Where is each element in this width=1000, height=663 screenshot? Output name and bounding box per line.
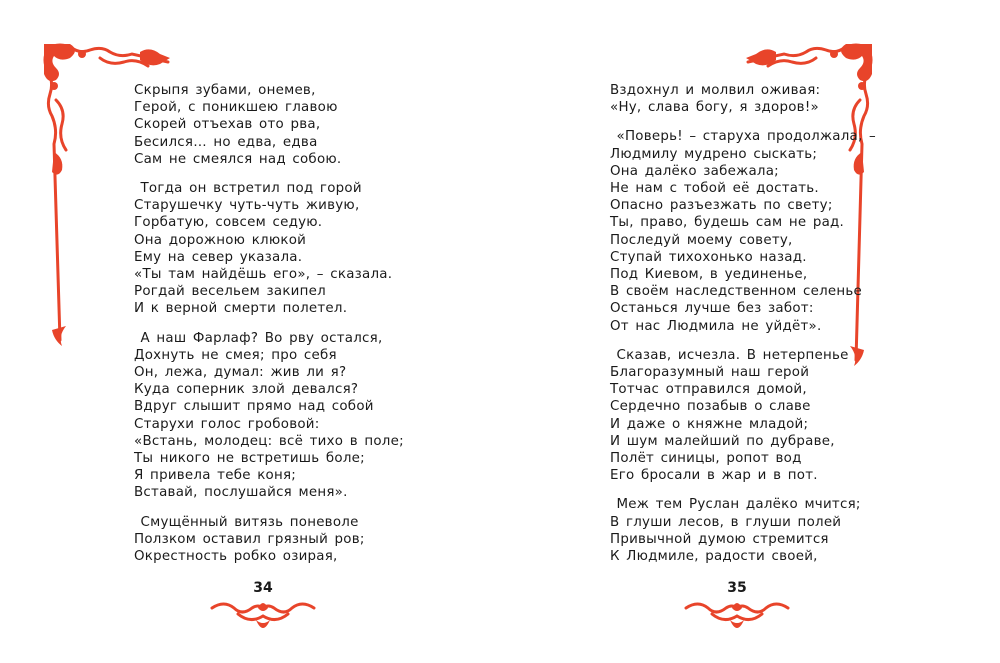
poem-line: Горбатую, совсем седую. bbox=[134, 215, 323, 231]
poem-line: Я привела тебе коня; bbox=[134, 468, 297, 484]
stanza bbox=[610, 128, 876, 334]
poem-line: В своём наследственном селенье bbox=[610, 284, 863, 300]
stanza bbox=[610, 496, 876, 565]
poem-line: А наш Фарлаф? Во рву остался, bbox=[134, 330, 383, 346]
poem-line: Старушечку чуть-чуть живую, bbox=[134, 198, 360, 214]
poem-line: «Поверь! – старуха продолжала, – bbox=[610, 129, 876, 145]
poem-line: Скорей отъехав ото рва, bbox=[134, 117, 321, 133]
poem-line: Сердечно позабыв о славе bbox=[610, 399, 811, 415]
poem-line: Ползком оставил грязный ров; bbox=[134, 531, 365, 547]
poem-line: Под Киевом, в уединенье, bbox=[610, 267, 808, 283]
poem-text-left bbox=[134, 82, 404, 577]
poem-line: Он, лежа, думал: жив ли я? bbox=[134, 365, 347, 381]
poem-line: В глуши лесов, в глуши полей bbox=[610, 514, 842, 530]
poem-line: Вставай, послушайся меня». bbox=[134, 485, 348, 501]
poem-line: Окрестность робко озирая, bbox=[134, 549, 338, 565]
stanza bbox=[610, 347, 876, 485]
poem-line: Бесился… но едва, едва bbox=[134, 134, 318, 150]
poem-line: Меж тем Руслан далёко мчится; bbox=[610, 497, 861, 513]
page-number-right: 35 bbox=[727, 580, 747, 596]
poem-line: Людмилу мудрено сыскать; bbox=[610, 146, 818, 162]
stanza bbox=[134, 180, 404, 318]
poem-line: Смущённый витязь поневоле bbox=[134, 514, 359, 530]
poem-line: Тогда он встретил под горой bbox=[134, 181, 362, 197]
stanza bbox=[134, 330, 404, 502]
poem-line: И к верной смерти полетел. bbox=[134, 301, 348, 317]
poem-line: Она дорожною клюкой bbox=[134, 232, 307, 248]
poem-line: Герой, с поникшею главою bbox=[134, 100, 338, 116]
poem-line: К Людмиле, радости своей, bbox=[610, 549, 818, 565]
poem-line: Не нам с тобой её достать. bbox=[610, 181, 819, 197]
poem-line: Ступай тихохонько назад. bbox=[610, 249, 807, 265]
poem-line: «Ну, слава богу, я здоров!» bbox=[610, 100, 819, 116]
poem-line: Опасно разъезжать по свету; bbox=[610, 198, 833, 214]
poem-line: Полёт синицы, ропот вод bbox=[610, 451, 802, 467]
poem-line: Останься лучше без забот: bbox=[610, 301, 814, 317]
poem-line: Привычной думою стремится bbox=[610, 531, 829, 547]
poem-line: Сам не смеялся над собою. bbox=[134, 151, 342, 167]
poem-line: Сказав, исчезла. В нетерпенье bbox=[610, 347, 849, 363]
stanza bbox=[134, 82, 404, 168]
page-number-left: 34 bbox=[253, 580, 273, 596]
poem-line: Рогдай весельем закипел bbox=[134, 284, 326, 300]
poem-line: Она далёко забежала; bbox=[610, 163, 779, 179]
poem-line: Ему на север указала. bbox=[134, 249, 303, 265]
footer-ornament-right bbox=[682, 598, 792, 638]
poem-line: Его бросали в жар и в пот. bbox=[610, 468, 818, 484]
poem-line: «Ты там найдёшь его», – сказала. bbox=[134, 267, 393, 283]
footer-ornament-left bbox=[208, 598, 318, 638]
poem-line: Последуй моему совету, bbox=[610, 232, 793, 248]
poem-line: Вдруг слышит прямо над собой bbox=[134, 399, 374, 415]
poem-line: И даже о княжне младой; bbox=[610, 416, 809, 432]
poem-line: Вздохнул и молвил оживая: bbox=[610, 83, 821, 98]
stanza bbox=[134, 514, 404, 566]
poem-text-right bbox=[610, 82, 876, 577]
poem-line: Дохнуть не смея; про себя bbox=[134, 347, 337, 363]
poem-line: Тотчас отправился домой, bbox=[610, 382, 807, 398]
poem-line: Ты никого не встретишь боле; bbox=[134, 451, 365, 467]
poem-line: Старухи голос гробовой: bbox=[134, 416, 320, 432]
poem-line: Куда соперник злой девался? bbox=[134, 382, 359, 398]
poem-line: Ты, право, будешь сам не рад. bbox=[610, 215, 845, 231]
poem-line: Скрыпя зубами, онемев, bbox=[134, 83, 316, 98]
poem-line: От нас Людмила не уйдёт». bbox=[610, 318, 822, 334]
stanza bbox=[610, 82, 876, 116]
poem-line: «Встань, молодец: всё тихо в поле; bbox=[134, 433, 404, 449]
right-page bbox=[500, 0, 1000, 663]
poem-line: И шум малейший по дубраве, bbox=[610, 433, 835, 449]
poem-line: Благоразумный наш герой bbox=[610, 365, 810, 381]
